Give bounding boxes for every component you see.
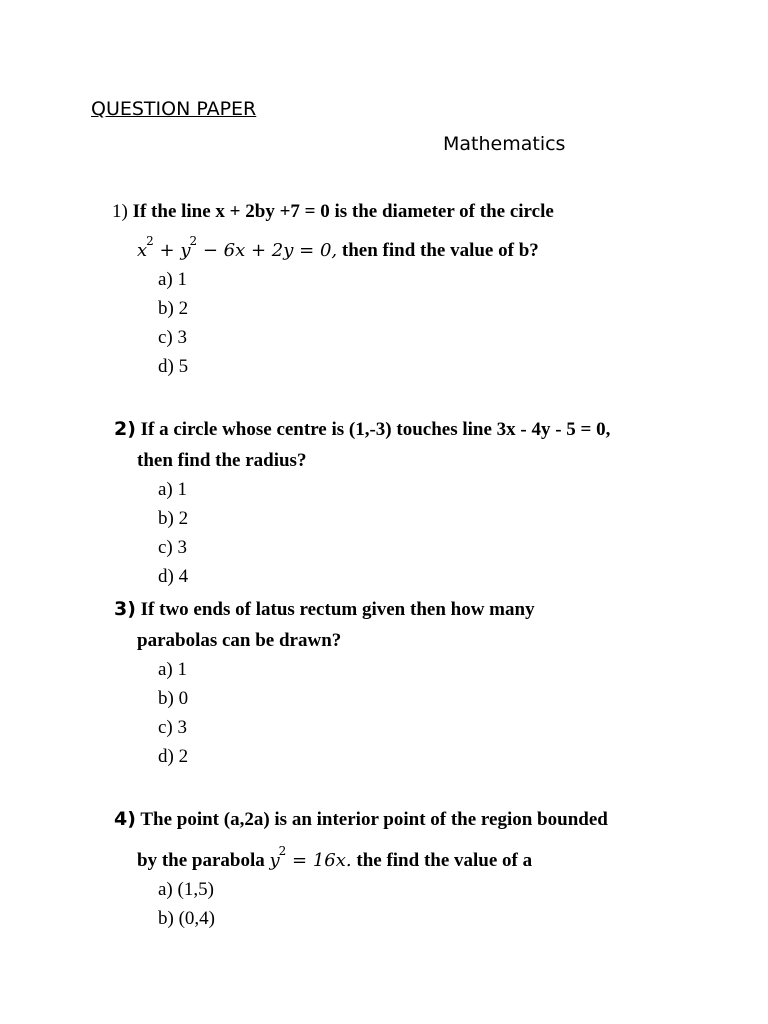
question-1-equation: $x^2 + y^2 - 6x + 2y = 0$, xyxy=(137,234,338,261)
question-2-option-c: c) 3 xyxy=(158,537,188,558)
question-4-number: 4) xyxy=(114,808,136,830)
question-1-option-b: b) 2 xyxy=(158,298,189,319)
question-3-line-2: parabolas can be drawn? xyxy=(137,630,342,651)
question-4-equation: $y^2 = 16x$. xyxy=(269,844,352,871)
subject-heading: Mathematics xyxy=(443,133,566,155)
question-1-number: 1) xyxy=(112,201,128,222)
question-4-prompt: the find the value of a xyxy=(356,850,533,871)
question-1-option-d: d) 5 xyxy=(158,356,189,377)
question-4-option-a: a) (1,5) xyxy=(158,879,214,900)
question-2-line-1 xyxy=(114,418,610,441)
question-3-text: If two ends of latus rectum given then how many xyxy=(140,599,535,620)
question-2-text: If a circle whose centre is (1,-3) touches line 3x - 4y - 5 = 0, xyxy=(140,419,611,440)
question-1-line-2 xyxy=(137,234,539,262)
question-1-option-c: c) 3 xyxy=(158,327,188,348)
question-2-option-a: a) 1 xyxy=(158,479,188,500)
question-2-line-2: then find the radius? xyxy=(137,450,307,471)
question-3-number: 3) xyxy=(114,598,136,620)
question-3-option-b: b) 0 xyxy=(158,688,189,709)
question-4-text: The point (a,2a) is an interior point of the region bounded xyxy=(140,809,608,830)
question-3-option-c: c) 3 xyxy=(158,717,188,738)
question-2-option-d: d) 4 xyxy=(158,566,189,587)
question-4-prefix: by the parabola xyxy=(137,850,265,871)
question-1-option-a: a) 1 xyxy=(158,269,188,290)
question-1-prompt: then find the value of b? xyxy=(341,240,539,261)
question-4-option-b: b) (0,4) xyxy=(158,908,215,929)
page-title: QUESTION PAPER xyxy=(91,98,257,120)
question-2-option-b: b) 2 xyxy=(158,508,189,529)
question-3-option-a: a) 1 xyxy=(158,659,188,680)
question-3-line-1 xyxy=(114,598,535,621)
question-1-text: If the line x + 2by +7 = 0 is the diameter of the circle xyxy=(132,201,554,222)
question-4-line-1 xyxy=(114,808,608,831)
question-1-line-1 xyxy=(112,201,554,223)
question-4-line-2 xyxy=(137,844,533,872)
question-2-number: 2) xyxy=(114,418,136,440)
question-3-option-d: d) 2 xyxy=(158,746,189,767)
